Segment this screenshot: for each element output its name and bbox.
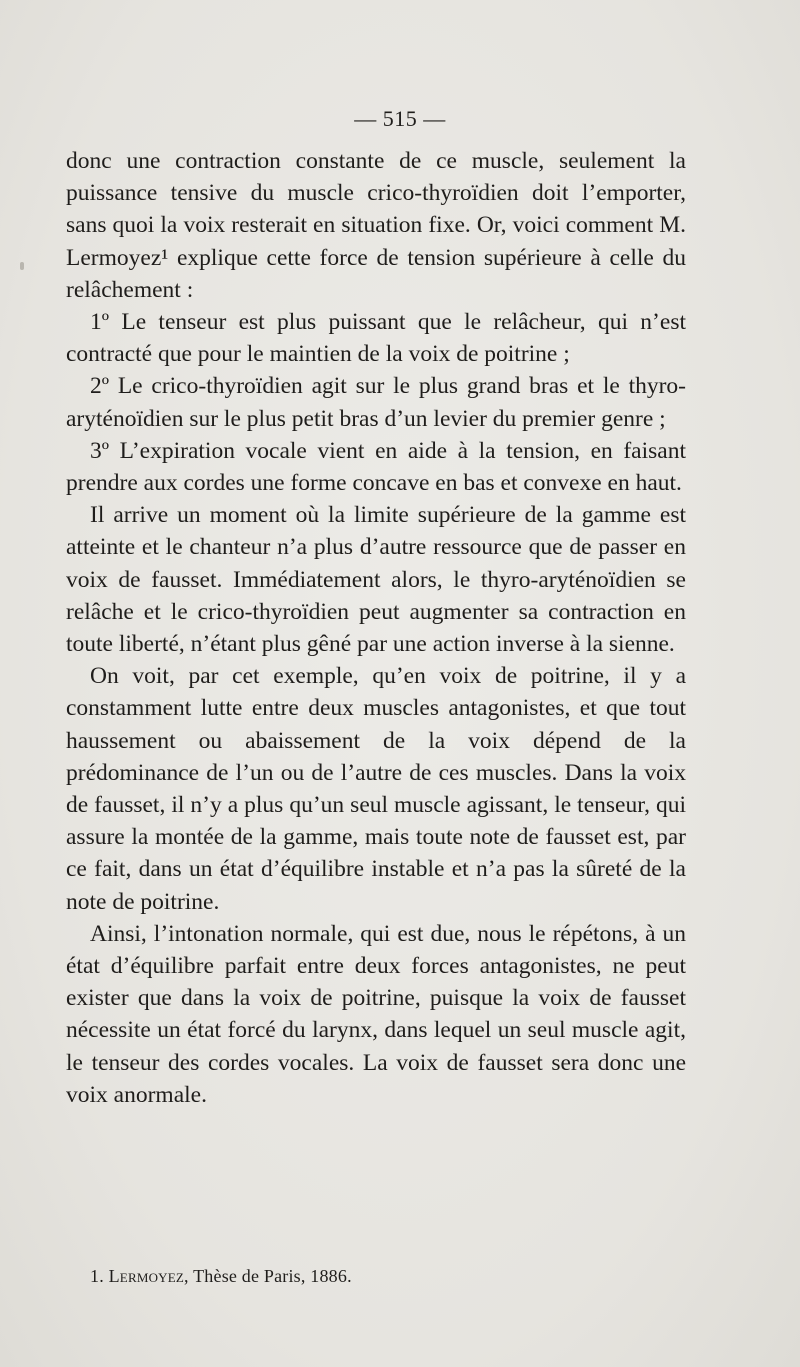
footnote-author: Lermoyez, [108,1266,189,1286]
paragraph-7: Ainsi, l’intonation normale, qui est due, nous le répétons, à un état d’équilibre parfait entre deux forces antagonistes, ne peut exister que dans la voix de poitrine, puisque la voix de fausset nécessite un état forcé du larynx, dans lequel un seul muscle agit, le tenseur des cordes vocales. La voix de fausset sera donc une voix anormale. [66,920,686,1108]
body-text [66,145,686,1111]
paragraph-2: 1º Le tenseur est plus puissant que le relâcheur, qui n’est contracté que pour le maintien de la voix de poitrine ; [66,309,686,368]
paragraph-3: 2º Le crico-thyroïdien agit sur le plus grand bras et le thyro-aryténoïdien sur le plus petit bras d’un levier du premier genre ; [66,373,686,432]
footnote [90,1266,352,1287]
paragraph-1: donc une contraction constante de ce muscle, seulement la puissance tensive du muscle crico-thyroïdien doit l’emporter, sans quoi la voix resterait en situation fixe. Or, voici comment M. Lermoyez¹ explique cette force de tension supérieure à celle du relâchement : [66,148,686,303]
footnote-marker: 1. [90,1266,104,1286]
paragraph-4: 3º L’expiration vocale vient en aide à la tension, en faisant prendre aux cordes une forme concave en bas et convexe en haut. [66,437,686,497]
footnote-text: Thèse de Paris, 1886. [193,1266,352,1286]
page-number: — 515 — [354,106,446,131]
paragraph-5: Il arrive un moment où la limite supérieure de la gamme est atteinte et le chanteur n’a plus d’autre ressource que de passer en voix de fausset. Immédiatement alors, le thyro-aryténoïdien se relâche et le crico-thyroïdien peut augmenter sa contraction en toute liberté, n’étant plus gêné par une action inverse à la sienne. [66,502,686,658]
margin-speck [20,262,24,270]
paragraph-6: On voit, par cet exemple, qu’en voix de poitrine, il y a constamment lutte entre deux muscles antagonistes, et que tout haussement ou abaissement de la voix dépend de la prédominance de l’un ou de l’autre de ces muscles. Dans la voix de fausset, il n’y a plus qu’un seul muscle agissant, le tenseur, qui assure la montée de la gamme, mais toute note de fausset est, par ce fait, dans un état d’équilibre instable et n’a pas la sûreté de la note de poitrine. [66,663,686,915]
